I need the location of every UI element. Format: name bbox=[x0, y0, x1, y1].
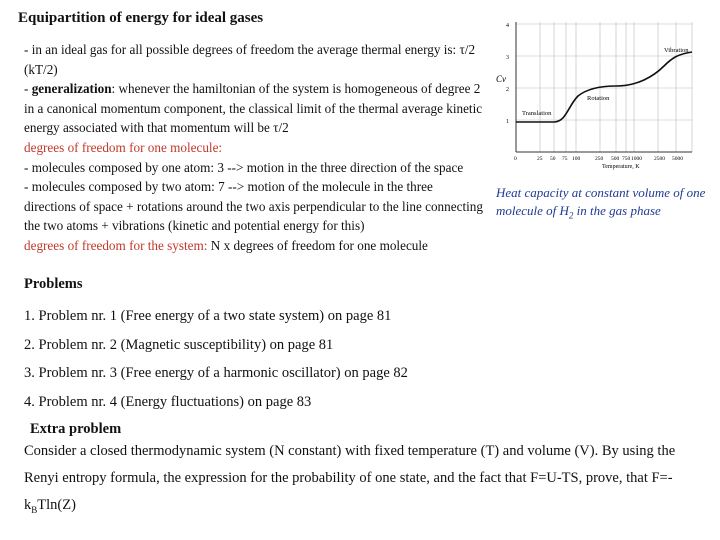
x-tick: 1000 bbox=[631, 156, 642, 162]
x-tick: 0 bbox=[514, 156, 517, 162]
x-tick: 50 bbox=[550, 156, 556, 162]
bullet-list bbox=[24, 40, 484, 256]
y-tick: 2 bbox=[506, 87, 509, 93]
x-axis-label: Temperature, K bbox=[602, 164, 640, 170]
bullet-item: - molecules composed by one atom: 3 --> motion in the three direction of the space bbox=[24, 159, 464, 175]
x-tick: 5000 bbox=[672, 156, 683, 162]
page-title: Equipartition of energy for ideal gases bbox=[18, 10, 264, 26]
problem-item: 4. Problem nr. 4 (Energy fluctuations) on page 83 bbox=[24, 393, 312, 410]
bullet-item: - in an ideal gas for all possible degrees of freedom the average thermal energy is: τ/2 (kT/2) bbox=[24, 42, 476, 77]
problem-item: 2. Problem nr. 2 (Magnetic susceptibility) on page 81 bbox=[24, 336, 334, 353]
x-tick: 2500 bbox=[654, 156, 665, 162]
x-tick: 250 bbox=[595, 156, 604, 162]
bullet-item: degrees of freedom for the system: N x degrees of freedom for one molecule bbox=[24, 237, 428, 253]
figure-caption: Heat capacity at constant volume of one molecule of $H_2$ in the gas phase bbox=[496, 185, 706, 221]
region-label: Rotation bbox=[587, 95, 610, 102]
x-tick: 75 bbox=[562, 156, 568, 162]
extra-problem-text: Consider a closed thermodynamic system (N constant) with fixed temperature (T) and volume (V). By using the Renyi entropy formula, the expression for the probability of one state, and the fact that F=U-TS, prove, that $F=-k_BTln(Z)$ bbox=[24, 443, 676, 515]
problems-heading: Problems bbox=[24, 276, 83, 292]
bullet-item: - molecules composed by two atom: 7 --> motion of the molecule in the three directions of space + rotations around the two axis perpendicular to the line connecting the two atoms + vibrations (kinetic and potential energy for this) bbox=[24, 179, 483, 234]
x-tick: 100 bbox=[572, 156, 581, 162]
y-tick: 1 bbox=[506, 119, 509, 125]
extra-problem-heading: Extra problem bbox=[30, 421, 122, 437]
region-label: Translation bbox=[522, 110, 552, 117]
heat-capacity-figure bbox=[492, 14, 704, 182]
problem-item: 1. Problem nr. 1 (Free energy of a two state system) on page 81 bbox=[24, 308, 392, 324]
x-tick: 500 bbox=[611, 156, 620, 162]
bullet-heading: degrees of freedom for one molecule: bbox=[24, 139, 223, 155]
extra-problem-section bbox=[24, 420, 704, 524]
bold-term: generalization bbox=[31, 81, 112, 97]
bullet-item: - generalization: whenever the hamiltonian of the system is homogeneous of degree 2 in a canonical momentum component, the classical limit of the thermal average kinetic energy associated with that momentum will be τ/2 bbox=[24, 81, 483, 136]
problems-section bbox=[24, 276, 704, 416]
x-tick: 25 bbox=[537, 156, 543, 162]
region-label: Vibration bbox=[664, 47, 689, 54]
y-tick: 3 bbox=[506, 55, 509, 61]
problem-item: 3. Problem nr. 3 (Free energy of a harmonic oscillator) on page 82 bbox=[24, 365, 408, 381]
y-tick: 4 bbox=[506, 23, 509, 29]
y-axis-label: Cv bbox=[496, 74, 506, 84]
x-tick: 750 bbox=[622, 156, 631, 162]
